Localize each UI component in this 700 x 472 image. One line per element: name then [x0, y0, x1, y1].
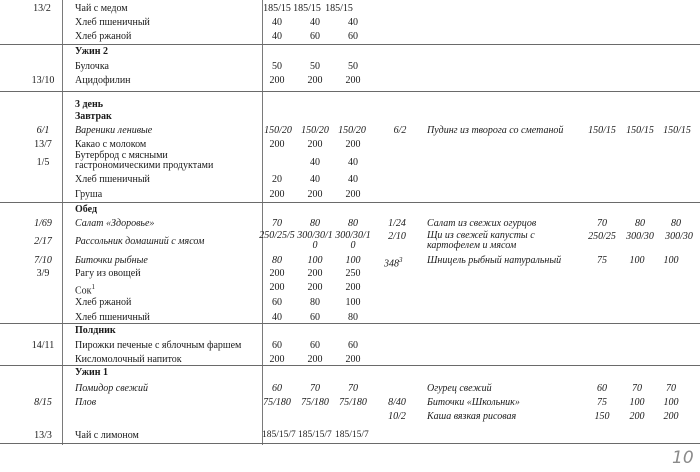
dish-code: 2/17 [34, 236, 52, 247]
dish-code: 1/69 [34, 218, 52, 229]
portion-value: 40 [310, 157, 320, 168]
dish-code: 8/15 [34, 397, 52, 408]
portion-value: 75/180 [301, 397, 329, 408]
portion-value: 150/20 [264, 125, 292, 136]
alt-dish-code: 8/40 [388, 397, 406, 408]
alt-dish-name: Щи из свежей капусты с картофелем и мясом [427, 230, 535, 251]
dish-name: Ацидофилин [75, 75, 131, 86]
alt-portion-value: 150 [594, 411, 610, 422]
portion-value: 200 [345, 282, 361, 293]
portion-value: 40 [348, 174, 358, 185]
portion-value: 200 [269, 189, 285, 200]
portion-value: 40 [348, 157, 358, 168]
portion-value: 40 [310, 17, 320, 28]
portion-value: 75/180 [339, 397, 367, 408]
portion-value: 250 [345, 268, 361, 279]
portion-value: 80 [348, 312, 358, 323]
dish-name: Кисломолочный напиток [75, 354, 182, 365]
dish-name: Хлеб ржаной [75, 31, 132, 42]
alt-portion-value: 200 [663, 411, 679, 422]
portion-value: 250/25/5 [259, 230, 295, 241]
portion-value: 200 [269, 268, 285, 279]
page-number: 10 [672, 448, 694, 468]
meal-heading: Полдник [75, 325, 116, 336]
dish-name: Помидор свежий [75, 383, 149, 394]
alt-dish-name: Шницель рыбный натуральный [427, 255, 562, 266]
portion-value: 80 [310, 218, 320, 229]
dish-code: 13/10 [31, 75, 55, 86]
portion-value: 40 [310, 174, 320, 185]
alt-dish-code: 10/2 [388, 411, 406, 422]
portion-value: 150/20 [338, 125, 366, 136]
alt-portion-value: 70 [632, 383, 642, 394]
meal-heading: Завтрак [75, 111, 112, 122]
section-rule [0, 365, 700, 366]
alt-dish-name: Салат из свежих огурцов [427, 218, 537, 229]
dish-name: Какао с молоком [75, 139, 147, 150]
alt-portion-value: 300/30 [626, 231, 654, 242]
portion-value: 200 [269, 139, 285, 150]
portion-value: 200 [345, 354, 361, 365]
day-heading: 3 день [75, 99, 104, 110]
dish-name: Бутерброд с мясными гастрономическими продуктами [75, 150, 214, 171]
dish-name: Хлеб пшеничный [75, 17, 150, 28]
alt-portion-value: 100 [629, 255, 645, 266]
dish-name: Рагу из овощей [75, 268, 141, 279]
dish-name: Хлеб ржаной [75, 297, 132, 308]
portion-value: 40 [272, 312, 282, 323]
alt-portion-value: 100 [663, 397, 679, 408]
portion-value: 50 [348, 61, 358, 72]
alt-portion-value: 75 [597, 255, 607, 266]
portion-value: 60 [348, 340, 358, 351]
alt-dish-name: Каша вязкая рисовая [427, 411, 517, 422]
section-rule [0, 323, 700, 324]
dish-name: Чай с медом [75, 3, 128, 14]
portion-value: 80 [348, 218, 358, 229]
portion-value: 60 [272, 383, 282, 394]
portion-value: 185/15/7 [262, 430, 296, 440]
dish-name: Хлеб пшеничный [75, 174, 150, 185]
alt-dish-code: 2/10 [388, 231, 406, 242]
portion-value: 185/15 [325, 3, 353, 14]
portion-value: 200 [269, 354, 285, 365]
portion-value: 40 [348, 17, 358, 28]
alt-portion-value: 150/15 [588, 125, 616, 136]
dish-name: Чай с лимоном [75, 430, 139, 441]
portion-value: 40 [272, 17, 282, 28]
section-rule [0, 91, 700, 92]
alt-portion-value: 60 [597, 383, 607, 394]
portion-value: 75/180 [263, 397, 291, 408]
alt-portion-value: 150/15 [663, 125, 691, 136]
portion-value: 60 [272, 340, 282, 351]
portion-value: 60 [272, 297, 282, 308]
section-rule [0, 202, 700, 203]
portion-value: 185/15 [293, 3, 321, 14]
dish-name: Булочка [75, 61, 109, 72]
dish-name: Хлеб пшеничный [75, 312, 150, 323]
portion-value: 185/15/7 [335, 430, 369, 440]
portion-value: 70 [310, 383, 320, 394]
section-rule [0, 44, 700, 45]
portion-value: 100 [345, 297, 361, 308]
alt-dish-code: 1/24 [388, 218, 406, 229]
alt-dish-code: 6/2 [393, 125, 407, 136]
meal-heading: Обед [75, 204, 98, 215]
dish-code: 13/2 [33, 3, 51, 14]
portion-value: 200 [345, 75, 361, 86]
dish-code: 13/7 [34, 139, 52, 150]
alt-portion-value: 80 [635, 218, 645, 229]
portion-value: 200 [307, 189, 323, 200]
dish-name: Биточки рыбные [75, 255, 148, 266]
alt-portion-value: 75 [597, 397, 607, 408]
meal-heading: Ужин 1 [75, 367, 108, 378]
portion-value: 60 [348, 31, 358, 42]
portion-value: 200 [307, 75, 323, 86]
portion-value: 200 [307, 282, 323, 293]
alt-portion-value: 150/15 [626, 125, 654, 136]
meal-heading: Ужин 2 [75, 46, 108, 57]
alt-dish-name: Пудинг из творога со сметаной [427, 125, 564, 136]
dish-code: 14/11 [31, 340, 55, 351]
portion-value: 60 [310, 31, 320, 42]
dish-name: Пирожки печеные с яблочным фаршем [75, 340, 242, 351]
portion-value: 100 [307, 255, 323, 266]
dish-name: Салат «Здоровье» [75, 218, 155, 229]
dish-name: Груша [75, 189, 103, 200]
dish-name: Плов [75, 397, 97, 408]
portion-value: 60 [310, 340, 320, 351]
portion-value: 50 [272, 61, 282, 72]
alt-portion-value: 70 [666, 383, 676, 394]
alt-portion-value: 70 [597, 218, 607, 229]
portion-value: 300/30/10 [335, 230, 371, 251]
dish-code: 7/10 [34, 255, 52, 266]
portion-value: 70 [272, 218, 282, 229]
portion-value: 200 [345, 139, 361, 150]
portion-value: 100 [345, 255, 361, 266]
portion-value: 200 [345, 189, 361, 200]
portion-value: 40 [272, 31, 282, 42]
alt-portion-value: 100 [663, 255, 679, 266]
portion-value: 300/30/10 [297, 230, 333, 251]
dish-code: 1/5 [36, 157, 50, 168]
portion-value: 200 [269, 75, 285, 86]
alt-portion-value: 100 [629, 397, 645, 408]
section-rule [0, 443, 700, 444]
portion-value: 50 [310, 61, 320, 72]
portion-value: 200 [307, 354, 323, 365]
portion-value: 185/15 [263, 3, 291, 14]
portion-value: 200 [307, 268, 323, 279]
dish-name: Вареники ленивые [75, 125, 153, 136]
alt-dish-code: $348^3$ [384, 256, 403, 270]
dish-name: Сок$^1$ [75, 283, 96, 297]
portion-value: 150/20 [301, 125, 329, 136]
portion-value: 80 [310, 297, 320, 308]
portion-value: 70 [348, 383, 358, 394]
alt-portion-value: 300/30 [665, 231, 693, 242]
alt-portion-value: 200 [629, 411, 645, 422]
column-rule-left [62, 0, 63, 445]
portion-value: 200 [269, 282, 285, 293]
dish-code: 13/3 [34, 430, 52, 441]
portion-value: 200 [307, 139, 323, 150]
dish-code: 3/9 [36, 268, 50, 279]
alt-dish-name: Биточки «Школьник» [427, 397, 520, 408]
alt-portion-value: 80 [671, 218, 681, 229]
dish-name: Рассольник домашний с мясом [75, 236, 205, 247]
alt-dish-name: Огурец свежий [427, 383, 492, 394]
portion-value: 185/15/7 [298, 430, 332, 440]
portion-value: 20 [272, 174, 282, 185]
alt-portion-value: 250/25 [588, 231, 616, 242]
portion-value: 80 [272, 255, 282, 266]
dish-code: 6/1 [36, 125, 50, 136]
portion-value: 60 [310, 312, 320, 323]
